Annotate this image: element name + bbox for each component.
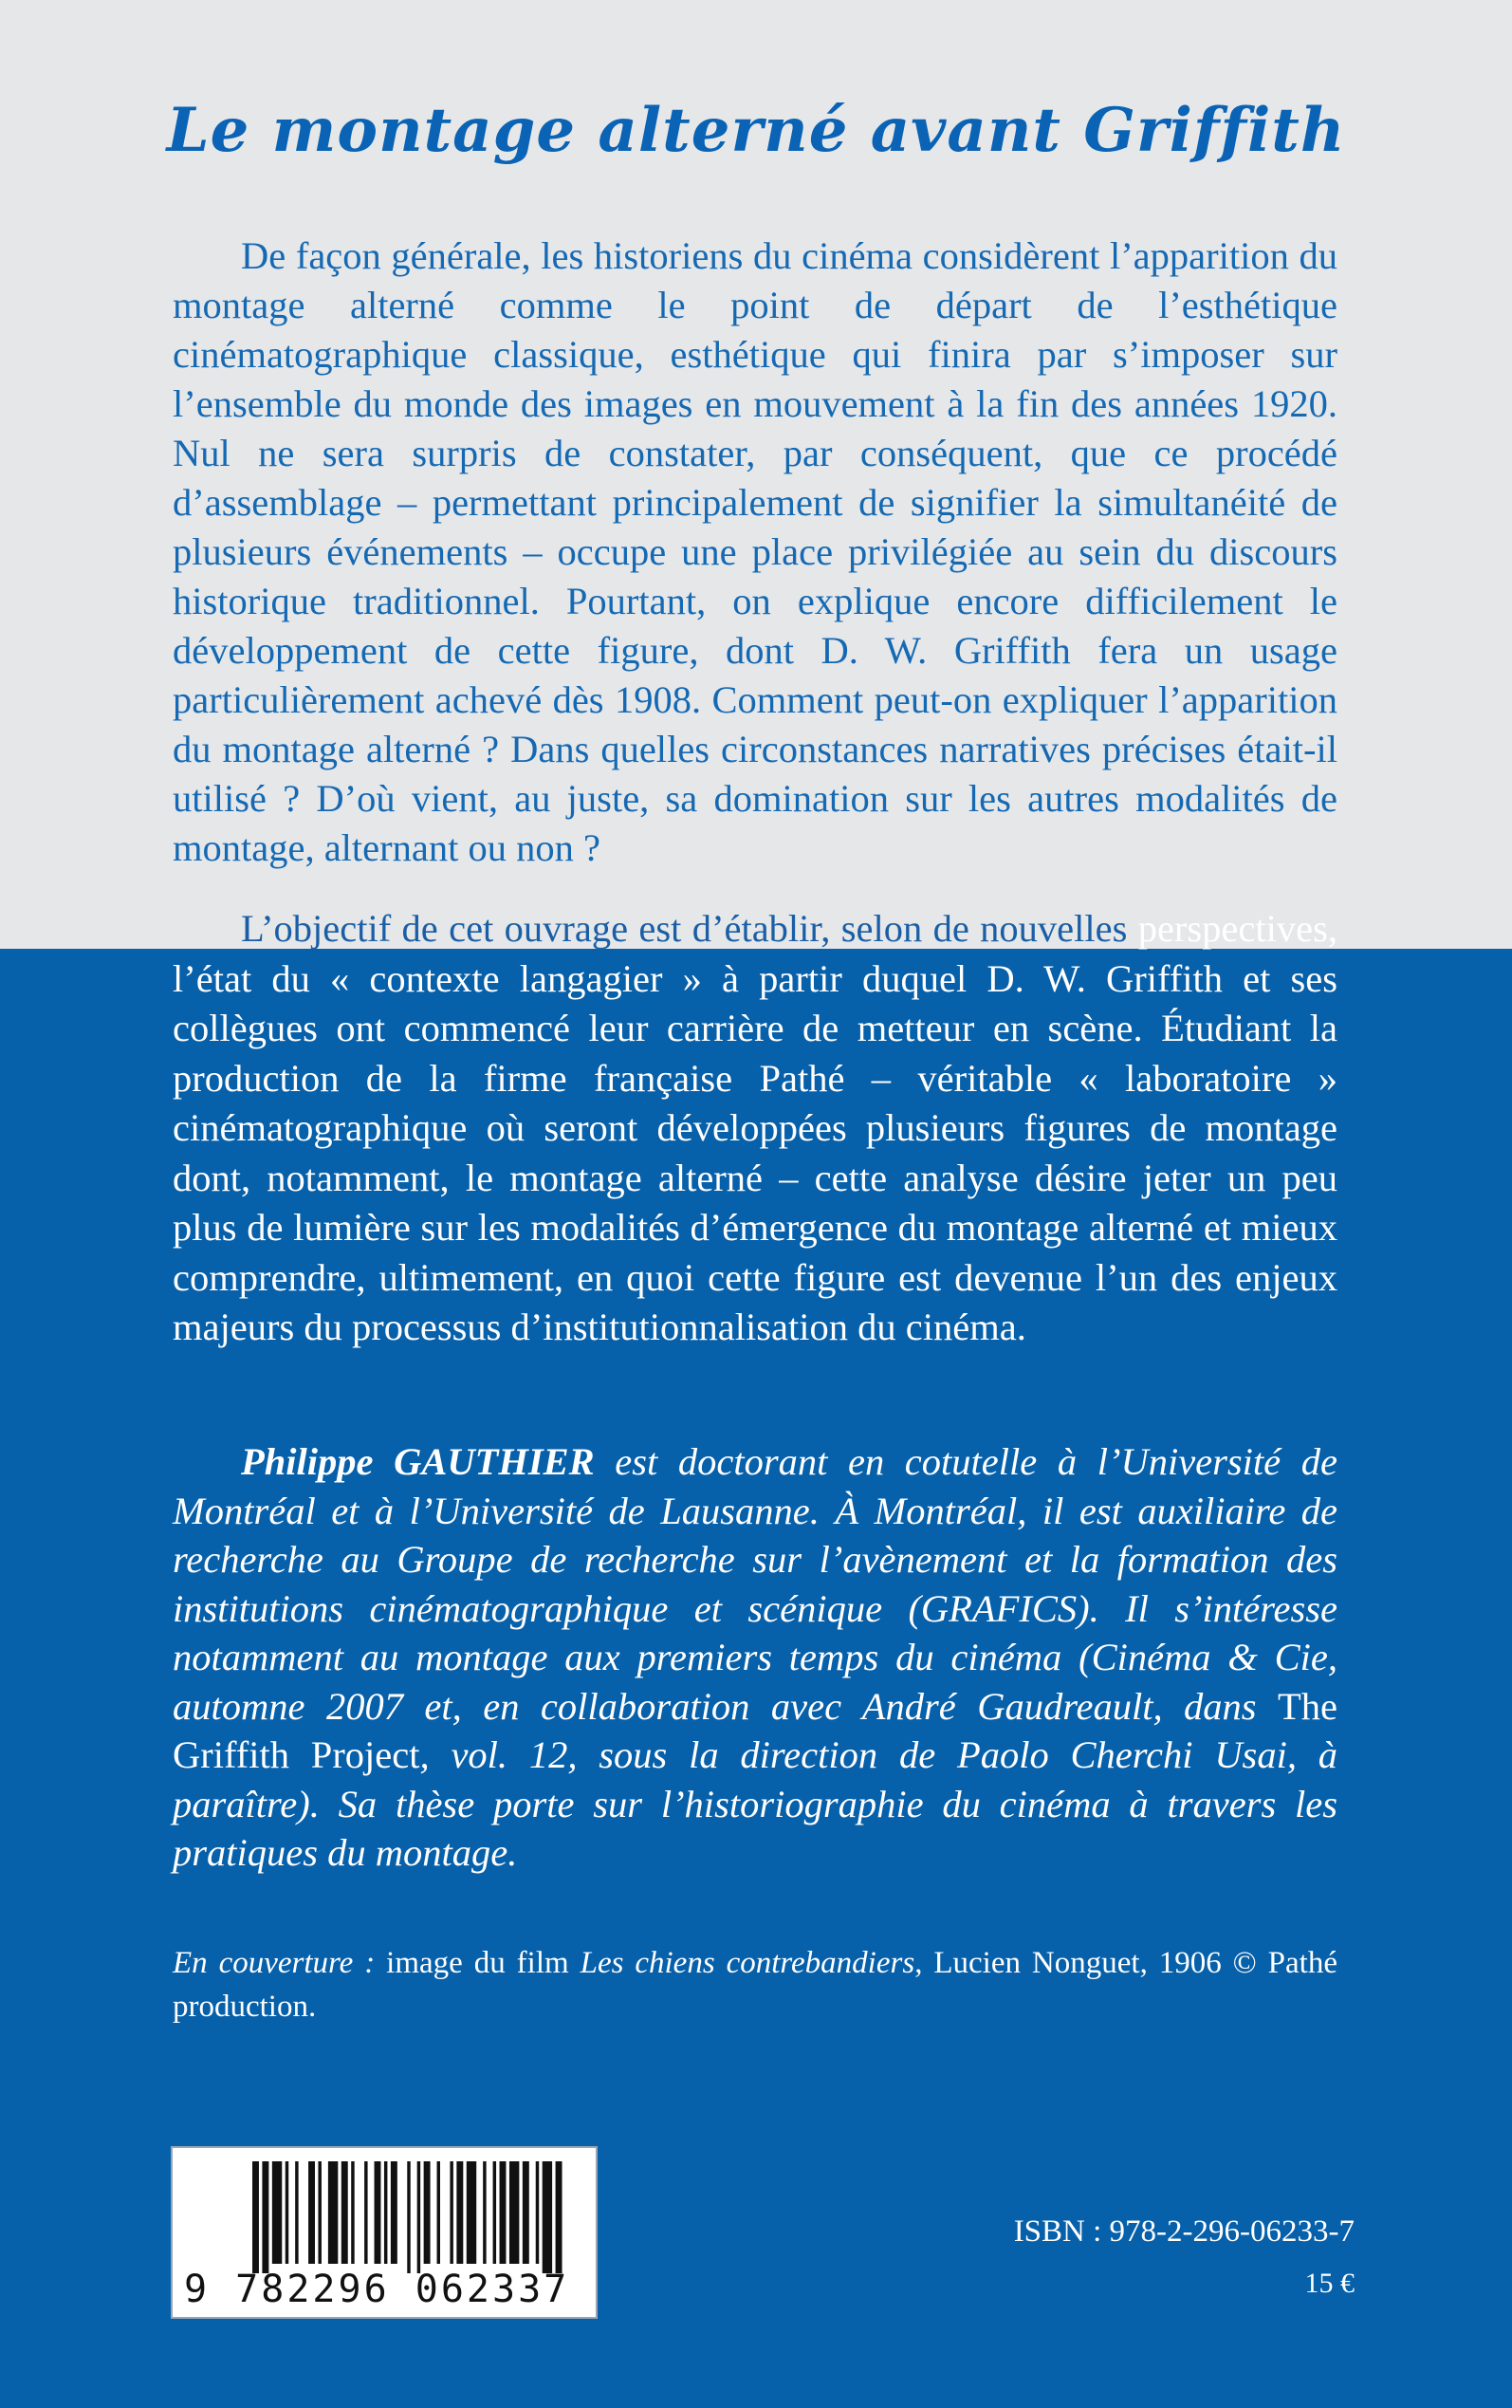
cover-film-title: Les chiens contrebandiers — [580, 1946, 915, 1980]
cover-credit-label: En couverture : — [173, 1946, 376, 1980]
author-bio-part-2: , vol. 12, sous la direction de Paolo Cherchi Usai, à paraître). Sa thèse porte sur l’historiographie du cinéma à travers les pratiques du montage. — [173, 1733, 1338, 1874]
barcode-bar — [272, 2161, 282, 2264]
barcode-bar — [351, 2161, 354, 2264]
barcode-bar — [328, 2161, 338, 2264]
barcode-bar — [467, 2161, 476, 2264]
summary-paragraph-2 — [173, 904, 1337, 1353]
barcode-bar — [523, 2161, 529, 2264]
summary-paragraph-2-first-line: L’objectif de cet ouvrage est d’établir, selon de nouvelles — [241, 907, 1128, 950]
project-title: The Griffith Project — [173, 1684, 1337, 1776]
barcode-bar — [500, 2161, 507, 2264]
barcode-bar — [509, 2161, 519, 2264]
barcode — [171, 2146, 598, 2319]
barcode-bar — [424, 2161, 431, 2264]
barcode-bar — [364, 2161, 367, 2264]
barcode-bar — [417, 2161, 420, 2273]
book-title: Le montage alterné avant Griffith — [166, 95, 1346, 166]
cover-credit — [173, 1941, 1337, 2028]
barcode-bar — [308, 2161, 315, 2264]
barcode-bars — [252, 2161, 565, 2273]
barcode-bar — [483, 2161, 486, 2264]
author-bio-part-1: est doctorant en cotutelle à l’Université de Montréal et à l’Université de Lausanne. À Montréal, il est auxiliaire de recherche au Groupe de recherche sur l’avènement et la formation des institutions cinématographique et scénique (GRAFICS). Il s’intéresse notamment au montage aux premiers temps du cinéma (Cinéma & Cie, automne 2007 et, en collaboration avec André Gaudreault, dans — [173, 1440, 1337, 1728]
barcode-bar — [556, 2161, 562, 2273]
barcode-bar — [450, 2161, 452, 2264]
author-name: Philippe GAUTHIER — [241, 1440, 595, 1483]
barcode-bar — [375, 2161, 381, 2264]
price: 15 € — [1304, 2268, 1355, 2299]
cover-credit-text-2: , Lucien Nonguet, 1906 © Pathé production. — [173, 1946, 1337, 2024]
barcode-bar — [391, 2161, 397, 2264]
barcode-bar — [341, 2161, 348, 2264]
summary-paragraph-1: De façon générale, les historiens du cinéma considèrent l’apparition du montage alterné comme le point de départ de l’esthétique cinématographique classique, esthétique qui finira par s’imposer sur l’ensemble du monde des images en mouvement à la fin des années 1920. Nul ne sera surpris de constater, par conséquent, que ce procédé d’assemblage – permettant principalement de signifier la simultanéité de plusieurs événements – occupe une place privilégiée au sein du discours historique traditionnel. Pourtant, on explique encore difficilement le développement de cette figure, dont D. W. Griffith fera un usage particulièrement achevé dès 1908. Comment peut-on expliquer l’apparition du montage alterné ? Dans quelles circonstances narratives précises était-il utilisé ? D’où vient, au juste, sa domination sur les autres modalités de montage, alternant ou non ? — [173, 234, 1337, 869]
author-bio — [173, 1437, 1337, 1878]
barcode-bar — [252, 2161, 259, 2273]
barcode-bar — [493, 2161, 496, 2264]
barcode-bar — [286, 2161, 288, 2264]
barcode-bar — [536, 2161, 539, 2264]
barcode-bar — [318, 2161, 321, 2264]
isbn: ISBN : 978-2-296-06233-7 — [1013, 2214, 1355, 2249]
cover-credit-text-1: image du film — [375, 1946, 581, 1980]
barcode-bar — [295, 2161, 298, 2264]
barcode-digits: 9 782296 062337 — [184, 2268, 570, 2311]
summary-paragraph-2-rest: perspectives, l’état du « contexte langagier » à partir duquel D. W. Griffith et ses collègues ont commencé leur carrière de metteur en scène. Étudiant la production de la firme française Pathé – véritable « laboratoire » cinématographique où seront développées plusieurs figures de montage dont, notamment, le montage alterné – cette analyse désire jeter un peu plus de lumière sur les modalités d’émergence du montage alterné et mieux comprendre, ultimement, en quoi cette figure est devenue l’un des enjeux majeurs du processus d’institutionnalisation du cinéma. — [173, 907, 1337, 1348]
barcode-bar — [262, 2161, 268, 2273]
barcode-bar — [407, 2161, 410, 2273]
barcode-bar — [543, 2161, 552, 2273]
barcode-bar — [437, 2161, 440, 2264]
barcode-bar — [456, 2161, 463, 2264]
barcode-bar — [384, 2161, 387, 2264]
